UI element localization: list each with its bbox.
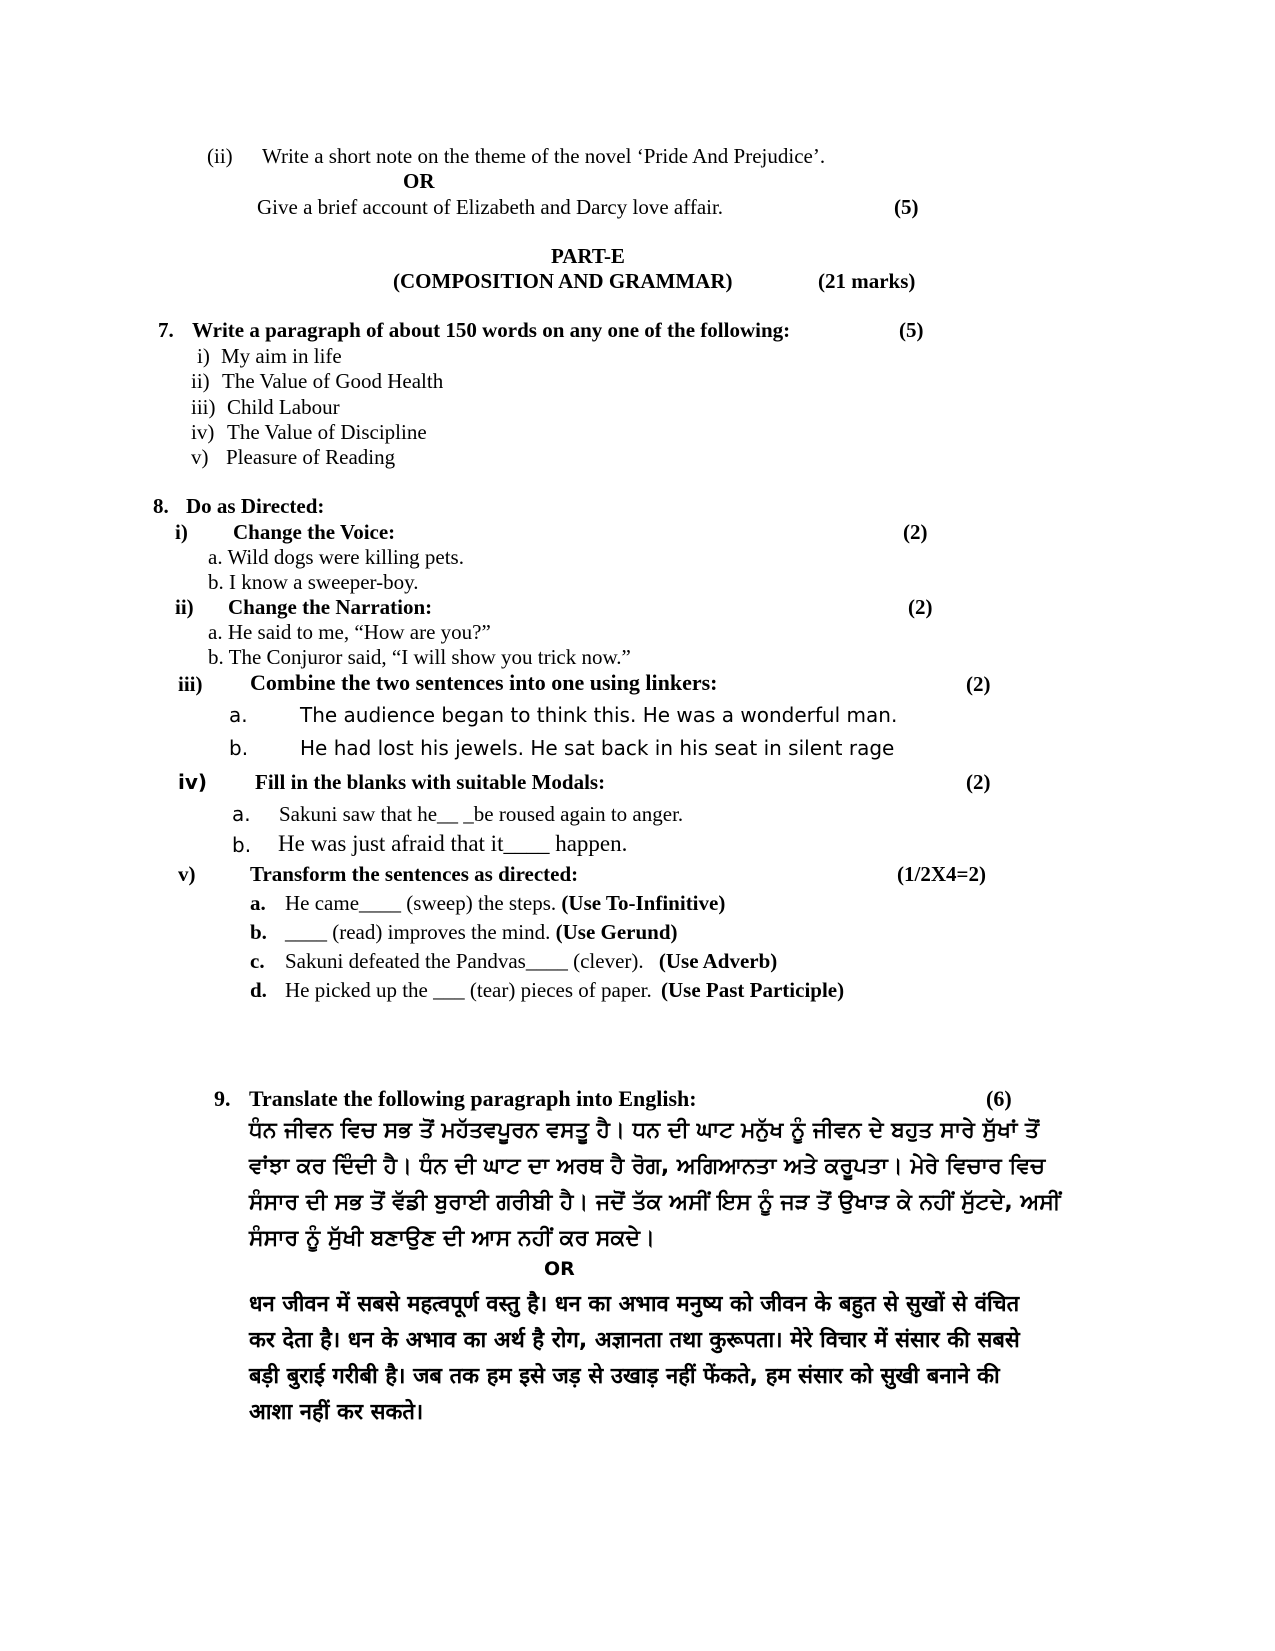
q8-transform-sentence: ____ (read) improves the mind. xyxy=(285,920,551,944)
q7-option-number: i) xyxy=(197,344,210,368)
q8-transform-sentence: Sakuni defeated the Pandvas____ (clever). xyxy=(285,949,644,973)
question-8-text: Do as Directed: xyxy=(186,494,325,518)
q7-option-number: iv) xyxy=(191,420,215,444)
q8-linkers-item-a: The audience began to think this. He was a wonderful man. xyxy=(300,703,898,727)
punjabi-paragraph-line: ਧੰਨ ਜੀਵਨ ਵਿਚ ਸਭ ਤੋਂ ਮਹੱਤਵਪੂਰਨ ਵਸਤੂ ਹੈ। ਧਨ ਦੀ ਘਾਟ ਮਨੁੱਖ ਨੂੰ ਜੀਵਨ ਦੇ ਬਹੁਤ ਸਾਰੇ ਸੁੱਖਾਂ ਤੋਂ xyxy=(249,1118,1040,1143)
q8-transform-item xyxy=(285,978,844,1002)
q8-modals-marks: (2) xyxy=(966,770,991,794)
q8-transform-sentence: He came____ (sweep) the steps. xyxy=(285,891,557,915)
part-e-marks: (21 marks) xyxy=(818,269,916,293)
q8-linkers-marks: (2) xyxy=(966,672,991,696)
q8-narration-item-b: b. The Conjuror said, “I will show you trick now.” xyxy=(208,645,631,669)
question-9-number: 9. xyxy=(214,1086,231,1111)
q8-linkers-label-a: a. xyxy=(229,703,248,727)
question-6ii-number: (ii) xyxy=(207,144,233,168)
question-6ii-text: Write a short note on the theme of the novel ‘Pride And Prejudice’. xyxy=(262,144,826,168)
q7-option-number: ii) xyxy=(191,369,210,393)
q8-transform-label: c. xyxy=(250,949,265,973)
q8-transform-item xyxy=(285,920,678,944)
q7-option-number: iii) xyxy=(191,395,216,419)
q8-modals-label-a: a. xyxy=(232,802,251,826)
question-6ii-alternative: Give a brief account of Elizabeth and Darcy love affair. xyxy=(257,195,724,219)
q7-option-text: Pleasure of Reading xyxy=(226,445,396,469)
hindi-paragraph-line: धन जीवन में सबसे महत्वपूर्ण वस्तु है। धन का अभाव मनुष्य को जीवन के बहुत से सुखों से वंचित xyxy=(249,1292,1020,1317)
question-7-text: Write a paragraph of about 150 words on any one of the following: xyxy=(192,318,791,342)
q8-narration-number: ii) xyxy=(175,595,194,619)
q8-modals-item-a: Sakuni saw that he__ _be roused again to anger. xyxy=(279,802,684,826)
question-9-marks: (6) xyxy=(986,1086,1012,1111)
q8-transform-hint: (Use Adverb) xyxy=(658,949,778,973)
question-7-number: 7. xyxy=(158,318,174,342)
q8-narration-heading: Change the Narration: xyxy=(228,595,433,619)
q8-voice-item-a: a. Wild dogs were killing pets. xyxy=(208,545,464,569)
q8-linkers-item-b: He had lost his jewels. He sat back in his seat in silent rage xyxy=(300,736,895,760)
q7-option-text: Child Labour xyxy=(227,395,340,419)
question-6ii-marks: (5) xyxy=(894,195,919,219)
q8-transform-label: b. xyxy=(250,920,267,944)
q8-linkers-heading: Combine the two sentences into one using linkers: xyxy=(250,670,718,695)
part-e-title: PART-E xyxy=(551,244,625,268)
q8-transform-label: a. xyxy=(250,891,266,915)
q8-modals-label-b: b. xyxy=(232,833,252,857)
q8-voice-heading: Change the Voice: xyxy=(233,520,396,544)
question-9-text: Translate the following paragraph into English: xyxy=(249,1086,697,1111)
q8-voice-item-b: b. I know a sweeper-boy. xyxy=(208,570,419,594)
q8-transform-label: d. xyxy=(250,978,267,1002)
q8-modals-number: iv) xyxy=(178,770,208,794)
q8-modals-heading: Fill in the blanks with suitable Modals: xyxy=(255,770,606,794)
question-7-marks: (5) xyxy=(899,318,924,342)
q8-modals-item-b: He was just afraid that it____ happen. xyxy=(278,831,628,856)
q8-voice-number: i) xyxy=(175,520,188,544)
q8-transform-marks: (1/2X4=2) xyxy=(897,862,986,886)
hindi-paragraph-line: कर देता है। धन के अभाव का अर्थ है रोग, अज्ञानता तथा कुरूपता। मेरे विचार में संसार की सबसे xyxy=(249,1328,1020,1353)
punjabi-paragraph-line: ਸੰਸਾਰ ਨੂੰ ਸੁੱਖੀ ਬਣਾਉਣ ਦੀ ਆਸ ਨਹੀਂ ਕਰ ਸਕਦੇ। xyxy=(249,1226,655,1251)
q8-narration-item-a: a. He said to me, “How are you?” xyxy=(208,620,491,644)
q8-linkers-label-b: b. xyxy=(229,736,249,760)
q8-transform-item xyxy=(285,949,777,973)
q8-narration-marks: (2) xyxy=(908,595,933,619)
q8-transform-hint: (Use Past Participle) xyxy=(661,978,845,1002)
part-e-subtitle: (COMPOSITION AND GRAMMAR) xyxy=(393,269,733,293)
q8-transform-sentence: He picked up the ___ (tear) pieces of paper. xyxy=(285,978,652,1002)
q8-transform-hint: (Use Gerund) xyxy=(555,920,678,944)
q8-transform-item xyxy=(285,891,725,915)
q7-option-number: v) xyxy=(191,445,209,469)
q7-option-text: The Value of Discipline xyxy=(227,420,427,444)
question-6ii-or: OR xyxy=(403,169,435,193)
hindi-paragraph-line: आशा नहीं कर सकते। xyxy=(249,1400,424,1425)
q7-option-text: My aim in life xyxy=(221,344,342,368)
q8-voice-marks: (2) xyxy=(903,520,928,544)
hindi-paragraph-line: बड़ी बुराई गरीबी है। जब तक हम इसे जड़ से उखाड़ नहीं फेंकते, हम संसार को सुखी बनाने की xyxy=(249,1364,1000,1389)
q8-transform-hint: (Use To-Infinitive) xyxy=(561,891,726,915)
q8-linkers-number: iii) xyxy=(178,672,203,696)
question-9-or: OR xyxy=(544,1258,575,1280)
punjabi-paragraph-line: ਸੰਸਾਰ ਦੀ ਸਭ ਤੋਂ ਵੱਡੀ ਬੁਰਾਈ ਗਰੀਬੀ ਹੈ। ਜਦੋਂ ਤੱਕ ਅਸੀਂ ਇਸ ਨੂੰ ਜੜ ਤੋਂ ਉਖਾੜ ਕੇ ਨਹੀਂ ਸੁੱਟਦੇ, ਅਸੀਂ xyxy=(249,1190,1061,1215)
q8-transform-number: v) xyxy=(178,862,196,886)
q7-option-text: The Value of Good Health xyxy=(222,369,444,393)
punjabi-paragraph-line: ਵਾਂਝਾ ਕਰ ਦਿੰਦੀ ਹੈ। ਧੰਨ ਦੀ ਘਾਟ ਦਾ ਅਰਥ ਹੈ ਰੋਗ, ਅਗਿਆਨਤਾ ਅਤੇ ਕਰੂਪਤਾ। ਮੇਰੇ ਵਿਚਾਰ ਵਿਚ xyxy=(249,1154,1046,1179)
question-8-number: 8. xyxy=(153,494,169,518)
q8-transform-heading: Transform the sentences as directed: xyxy=(250,862,579,886)
